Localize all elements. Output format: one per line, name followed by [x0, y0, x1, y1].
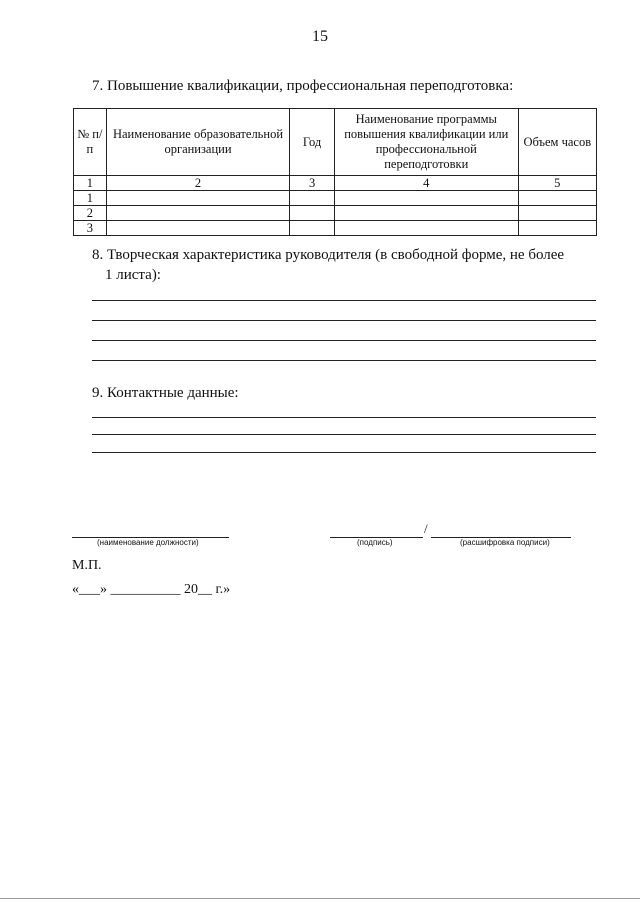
fill-line[interactable]	[92, 320, 596, 321]
table-cell: 1	[74, 176, 107, 191]
page-bottom-edge	[0, 898, 640, 899]
table-cell: 4	[334, 176, 518, 191]
header-hours: Объем часов	[518, 109, 596, 176]
table-cell[interactable]	[290, 221, 335, 236]
fill-line[interactable]	[92, 417, 596, 418]
table-cell[interactable]	[334, 221, 518, 236]
fill-line[interactable]	[92, 434, 596, 435]
signature-slash: /	[424, 521, 428, 536]
table-cell: 1	[74, 191, 107, 206]
header-number: № п/п	[74, 109, 107, 176]
section-8-title-line1: 8. Творческая характеристика руководителя (в свободной форме, не более	[92, 247, 565, 263]
table-cell[interactable]	[290, 191, 335, 206]
table-cell: 3	[290, 176, 335, 191]
table-cell[interactable]	[290, 206, 335, 221]
table-header-row	[74, 109, 597, 176]
table-cell[interactable]	[518, 206, 596, 221]
header-program: Наименование программы повышения квалификации или профессиональной переподготовки	[334, 109, 518, 176]
section-9-title: 9. Контактные данные:	[92, 385, 239, 401]
decoding-caption: (расшифровка подписи)	[460, 538, 550, 547]
section-7-title: 7. Повышение квалификации, профессиональная переподготовка:	[92, 78, 514, 94]
table-cell[interactable]	[106, 191, 290, 206]
section-8-title-line2: 1 листа):	[105, 267, 161, 283]
table-row	[74, 191, 597, 206]
page-number: 15	[312, 28, 328, 45]
fill-line[interactable]	[92, 452, 596, 453]
table-row	[74, 206, 597, 221]
table-cell: 5	[518, 176, 596, 191]
header-year: Год	[290, 109, 335, 176]
header-organization: Наименование образовательной организации	[106, 109, 290, 176]
table-cell: 3	[74, 221, 107, 236]
date-line: «___» __________ 20__ г.»	[72, 582, 231, 597]
fill-line[interactable]	[92, 340, 596, 341]
table-cell[interactable]	[106, 221, 290, 236]
qualification-table	[73, 108, 597, 236]
table-numbering-row	[74, 176, 597, 191]
table-cell[interactable]	[334, 206, 518, 221]
stamp-label: М.П.	[72, 558, 102, 573]
fill-line[interactable]	[92, 300, 596, 301]
table-cell[interactable]	[334, 191, 518, 206]
signature-caption: (подпись)	[357, 538, 393, 547]
table-cell: 2	[74, 206, 107, 221]
table-cell[interactable]	[518, 221, 596, 236]
section-8-title	[92, 245, 596, 285]
table-cell[interactable]	[518, 191, 596, 206]
table-row	[74, 221, 597, 236]
position-caption: (наименование должности)	[97, 538, 199, 547]
fill-line[interactable]	[92, 360, 596, 361]
table-cell: 2	[106, 176, 290, 191]
table-cell[interactable]	[106, 206, 290, 221]
